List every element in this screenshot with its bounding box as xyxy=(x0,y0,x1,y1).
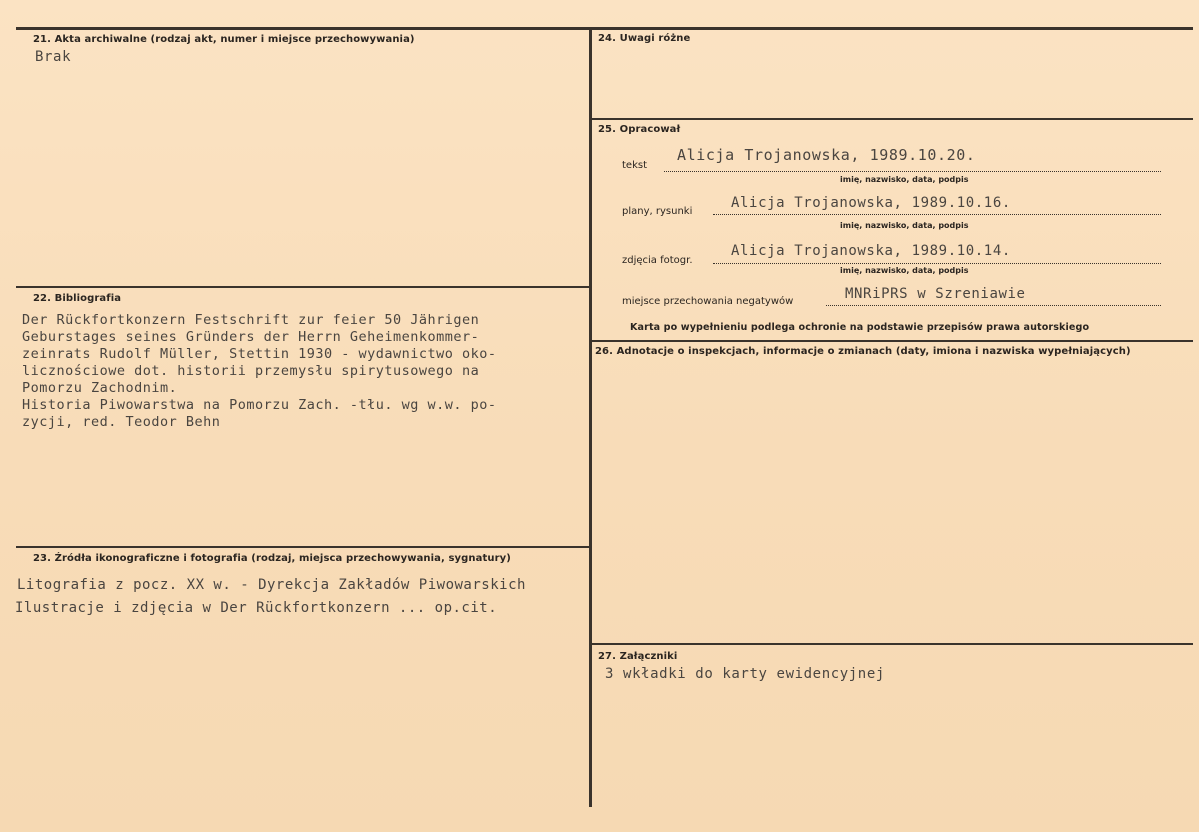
section-23-label: 23. Źródła ikonograficzne i fotografia (rodzaj, miejsca przechowywania, sygnatury) xyxy=(33,553,511,564)
section-25-label: 25. Opracował xyxy=(598,124,681,135)
bibliography-line: zycji, red. Teodor Behn xyxy=(22,414,221,430)
section-21-label: 21. Akta archiwalne (rodzaj akt, numer i miejsce przechowywania) xyxy=(33,34,415,45)
divider-21-22 xyxy=(16,286,590,288)
tekst-label: tekst xyxy=(622,160,647,171)
sources-line: Ilustracje i zdjęcia w Der Rückfortkonzern ... op.cit. xyxy=(15,600,498,616)
sources-line: Litografia z pocz. XX w. - Dyrekcja Zakładów Piwowarskich xyxy=(17,577,526,593)
tekst-line xyxy=(664,171,1161,172)
divider-26-27 xyxy=(590,643,1193,645)
copyright-note: Karta po wypełnieniu podlega ochronie na podstawie przepisów prawa autorskiego xyxy=(630,322,1090,333)
bibliography-line: Der Rückfortkonzern Festschrift zur feier 50 Jährigen xyxy=(22,312,480,328)
bibliography-line: licznościowe dot. historii przemysłu spirytusowego na xyxy=(22,363,480,379)
section-27-label: 27. Załączniki xyxy=(598,651,678,662)
section-26-label: 26. Adnotacje o inspekcjach, informacje o zmianach (daty, imiona i nazwiska wypełniających) xyxy=(595,346,1131,357)
section-21-value: Brak xyxy=(35,49,72,65)
zdjecia-line xyxy=(713,263,1161,264)
section-27-value: 3 wkładki do karty ewidencyjnej xyxy=(605,666,885,682)
negatives-label: miejsce przechowania negatywów xyxy=(622,296,794,307)
bibliography-line: Pomorzu Zachodnim. xyxy=(22,380,178,396)
zdjecia-caption: imię, nazwisko, data, podpis xyxy=(840,266,969,275)
tekst-caption: imię, nazwisko, data, podpis xyxy=(840,175,969,184)
negatives-line xyxy=(826,305,1161,306)
bibliography-line: zeinrats Rudolf Müller, Stettin 1930 - wydawnictwo oko- xyxy=(22,346,497,362)
tekst-value: Alicja Trojanowska, 1989.10.20. xyxy=(677,146,976,164)
bibliography-line: Historia Piwowarstwa na Pomorzu Zach. -tłu. wg w.w. po- xyxy=(22,397,497,413)
zdjecia-value: Alicja Trojanowska, 1989.10.14. xyxy=(731,243,1011,259)
plany-label: plany, rysunki xyxy=(622,206,693,217)
divider-25-26 xyxy=(590,340,1193,342)
section-24-label-text: 24. Uwagi różne xyxy=(598,33,691,44)
zdjecia-label: zdjęcia fotogr. xyxy=(622,255,693,266)
plany-line xyxy=(713,214,1161,215)
section-22-label: 22. Bibliografia xyxy=(33,293,122,304)
divider-22-23 xyxy=(16,546,590,548)
plany-value: Alicja Trojanowska, 1989.10.16. xyxy=(731,195,1011,211)
bibliography-line: Geburstages seines Gründers der Herrn Geheimenkommer- xyxy=(22,329,480,345)
center-divider xyxy=(589,27,592,807)
plany-caption: imię, nazwisko, data, podpis xyxy=(840,221,969,230)
section-24-label xyxy=(598,33,690,44)
top-border xyxy=(16,27,1193,30)
divider-24-25 xyxy=(590,118,1193,120)
negatives-value: MNRiPRS w Szreniawie xyxy=(845,286,1026,302)
